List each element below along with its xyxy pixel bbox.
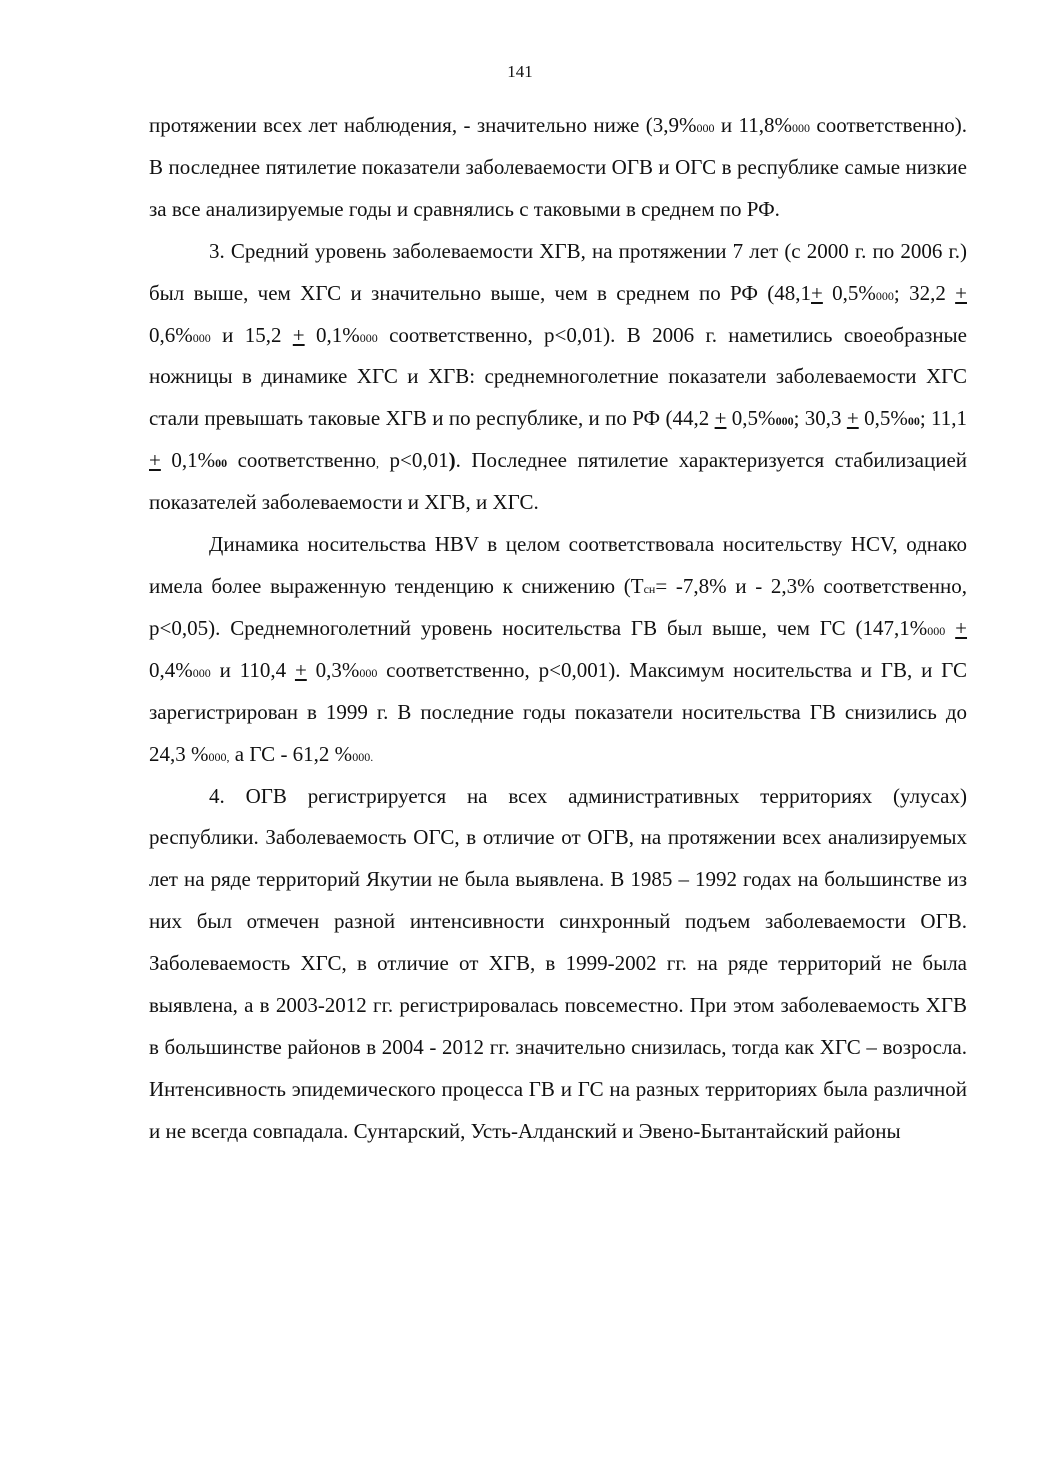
text-run: р<0,01 bbox=[378, 448, 449, 473]
per-mille-suffix: 000 bbox=[359, 330, 378, 345]
closing-parenthesis: ) bbox=[448, 448, 456, 473]
per-mille-suffix: 00 bbox=[907, 414, 920, 429]
plus-minus-sign: + bbox=[292, 322, 305, 347]
plus-minus-sign: + bbox=[714, 406, 727, 431]
per-mille-suffix: 000 bbox=[792, 121, 811, 135]
per-mille-suffix: 00 bbox=[215, 456, 228, 471]
text-run: 0,3% bbox=[306, 657, 360, 682]
plus-minus-sign: + bbox=[811, 280, 823, 305]
text-run: Динамика носительства HBV в целом соответствовала носительству HCV, однако имела более выраженную тенденцию к снижению (Т bbox=[149, 532, 967, 598]
text-run: соответственно, р<0,001). Максимум носительства и ГВ, и ГС зарегистрирован в 1999 г. В последние годы показатели носительства ГВ снизились до 24,3 % bbox=[149, 657, 967, 766]
plus-minus-sign: + bbox=[955, 280, 967, 305]
text-run: ; 11,1 bbox=[919, 406, 967, 431]
text-run: = -7,8% и - 2,3% соответственно, р<0,05). Среднемноголетний уровень носительства ГВ был выше, чем ГС (147,1% bbox=[149, 573, 967, 640]
text-run: и 15,2 bbox=[210, 322, 293, 347]
per-mille-suffix: 000 bbox=[927, 623, 946, 638]
per-mille-suffix: 000. bbox=[352, 749, 374, 764]
text-run: протяжении всех лет наблюдения, - значительно ниже (3,9% bbox=[149, 113, 697, 137]
per-mille-suffix: 000, bbox=[208, 749, 230, 764]
subscript-sn: сн bbox=[643, 581, 656, 596]
text-run: соответственно). В последнее пятилетие показатели заболеваемости ОГВ и ОГС в республике самые низкие за все анализируемые годы и сравнялись с таковыми в среднем по РФ. bbox=[149, 113, 968, 221]
text-run: 3. Средний уровень заболеваемости ХГВ, на протяжении 7 лет (с 2000 г. по 2006 г.) был выше, чем ХГС и значительно выше, чем в среднем по РФ (48,1 bbox=[149, 238, 967, 305]
document-body bbox=[149, 105, 967, 1153]
paragraph-2 bbox=[149, 231, 967, 524]
paragraph-3 bbox=[149, 524, 967, 775]
text-run: 0,6% bbox=[149, 322, 193, 347]
per-mille-suffix: 000 bbox=[192, 665, 211, 680]
text-run: . Последнее пятилетие характеризуется стабилизацией показателей заболеваемости и ХГВ, и ХГС. bbox=[149, 448, 968, 515]
plus-minus-sign: + bbox=[955, 615, 968, 640]
text-run: и 11,8% bbox=[714, 113, 793, 137]
text-run: 0,5% bbox=[726, 406, 776, 431]
text-run: ; 30,3 bbox=[793, 406, 847, 431]
per-mille-suffix: 000 bbox=[192, 330, 211, 345]
plus-minus-sign: + bbox=[846, 406, 859, 431]
paragraph-1 bbox=[149, 105, 967, 231]
small-comma: , bbox=[375, 456, 379, 471]
text-run: 0,1% bbox=[160, 448, 216, 473]
plus-minus-sign: + bbox=[294, 657, 307, 682]
paragraph-4 bbox=[149, 776, 967, 1153]
text-run: 0,4% bbox=[149, 657, 193, 682]
page-number: 141 bbox=[507, 62, 533, 81]
text-run bbox=[945, 616, 955, 640]
per-mille-suffix: 000 bbox=[775, 414, 794, 429]
text-run: 0,5% bbox=[822, 280, 876, 305]
text-run: 4. ОГВ регистрируется на всех административных территориях (улусах) республики. Заболеваемость ОГС, в отличие от ОГВ, на протяжении всех анализируемых лет на ряде территорий Якутии не была выявлена. В 1985 – 1992 годах на большинстве из них был отмечен разной интенсивности синхронный подъем заболеваемости ОГВ. Заболеваемость ХГС, в отличие от ХГВ, в 1999-2002 гг. на ряде территорий не была выявлена, а в 2003-2012 гг. регистрировалась повсеместно. При этом заболеваемость ХГВ в большинстве районов в 2004 - 2012 гг. значительно снизилась, тогда как ХГС – возросла. Интенсивность эпидемического процесса ГВ и ГС на разных территориях была различной и не всегда совпадала. Сунтарский, Усть-Алданский и Эвено-Бытантайский районы bbox=[149, 783, 967, 1143]
text-run: а ГС - 61,2 % bbox=[229, 741, 353, 766]
text-run: соответственно bbox=[227, 448, 376, 473]
text-run: 0,1% bbox=[304, 322, 360, 347]
per-mille-suffix: 000 bbox=[359, 665, 378, 680]
text-run: 0,5% bbox=[858, 406, 908, 431]
per-mille-suffix: 000 bbox=[875, 288, 894, 303]
text-run: ; 32,2 bbox=[893, 280, 956, 305]
text-run: и 110,4 bbox=[210, 657, 295, 682]
per-mille-suffix: 000 bbox=[696, 121, 715, 135]
plus-minus-sign: + bbox=[149, 448, 161, 473]
text-run: соответственно, р<0,01). В 2006 г. наметились своеобразные ножницы в динамике ХГС и ХГВ: среднемноголетние показатели заболеваемости ХГС стали превышать таковые ХГВ и по республике, и по РФ (44,2 bbox=[149, 322, 967, 431]
